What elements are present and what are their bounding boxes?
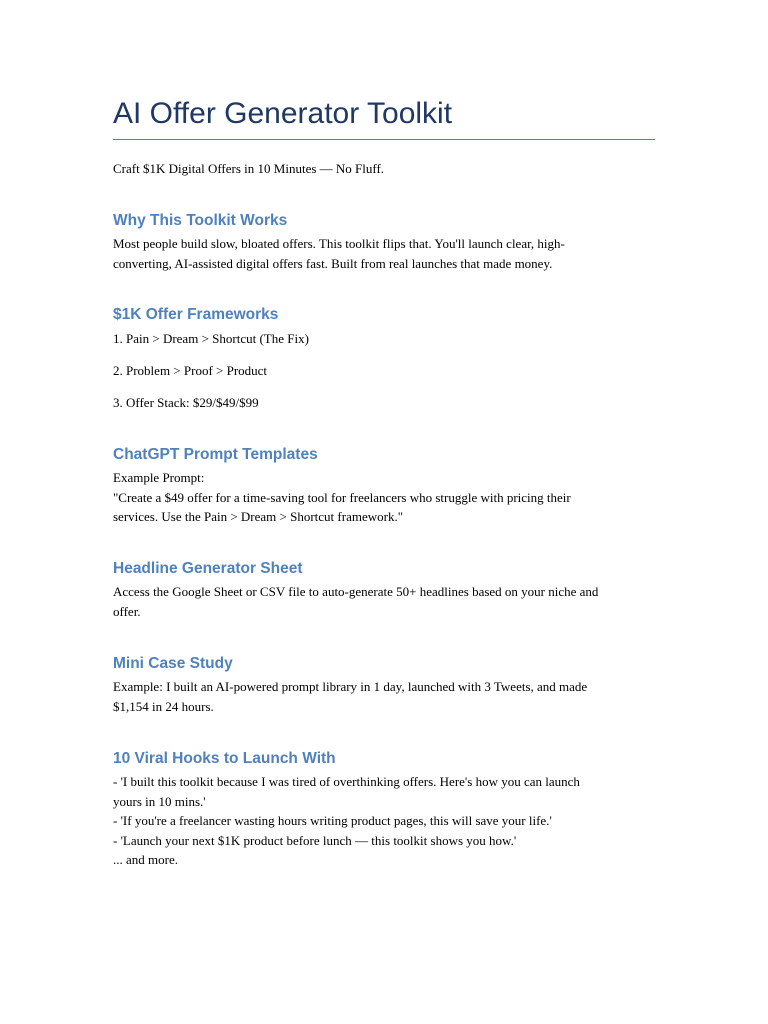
hook-line: - 'If you're a freelancer wasting hours writing product pages, this will save your life.' (113, 813, 552, 828)
hooks-list (113, 772, 658, 870)
hook-line: ... and more. (113, 852, 178, 867)
headline-sheet-paragraph (113, 582, 658, 621)
prompt-paragraph (113, 468, 658, 527)
case-study-paragraph (113, 677, 658, 716)
hook-line: - 'I built this toolkit because I was tired of overthinking offers. Here's how you can launch (113, 774, 580, 789)
framework-item: 1. Pain > Dream > Shortcut (The Fix) (113, 331, 309, 346)
hook-line: yours in 10 mins.' (113, 793, 206, 809)
paragraph-line: Most people build slow, bloated offers. This toolkit flips that. You'll launch clear, high- (113, 236, 565, 251)
paragraph-line: $1,154 in 24 hours. (113, 698, 214, 714)
paragraph-line: converting, AI-assisted digital offers fast. Built from real launches that made money. (113, 255, 553, 271)
hook-line: - 'Launch your next $1K product before lunch — this toolkit shows you how.' (113, 832, 517, 848)
framework-item: 2. Problem > Proof > Product (113, 363, 268, 378)
heading-viral-hooks: 10 Viral Hooks to Launch With (113, 750, 336, 767)
heading-headline-generator-sheet: Headline Generator Sheet (113, 560, 303, 577)
page-title: AI Offer Generator Toolkit (113, 97, 453, 130)
framework-item: 3. Offer Stack: $29/$49/$99 (113, 395, 259, 410)
heading-chatgpt-prompt-templates: ChatGPT Prompt Templates (113, 446, 318, 463)
paragraph-line: "Create a $49 offer for a time-saving tool for freelancers who struggle with pricing their (113, 489, 571, 505)
heading-offer-frameworks: $1K Offer Frameworks (113, 306, 279, 323)
heading-mini-case-study: Mini Case Study (113, 655, 233, 672)
heading-why-this-toolkit-works: Why This Toolkit Works (113, 212, 288, 229)
paragraph-line: Access the Google Sheet or CSV file to auto-generate 50+ headlines based on your niche and (113, 584, 599, 599)
paragraph-line: services. Use the Pain > Dream > Shortcut framework." (113, 509, 403, 524)
paragraph-line: Example Prompt: (113, 470, 205, 485)
why-paragraph (113, 234, 658, 273)
paragraph-line: offer. (113, 603, 141, 619)
subtitle: Craft $1K Digital Offers in 10 Minutes — No Fluff. (113, 161, 385, 176)
paragraph-line: Example: I built an AI-powered prompt library in 1 day, launched with 3 Tweets, and made (113, 679, 588, 694)
title-divider (113, 139, 655, 140)
